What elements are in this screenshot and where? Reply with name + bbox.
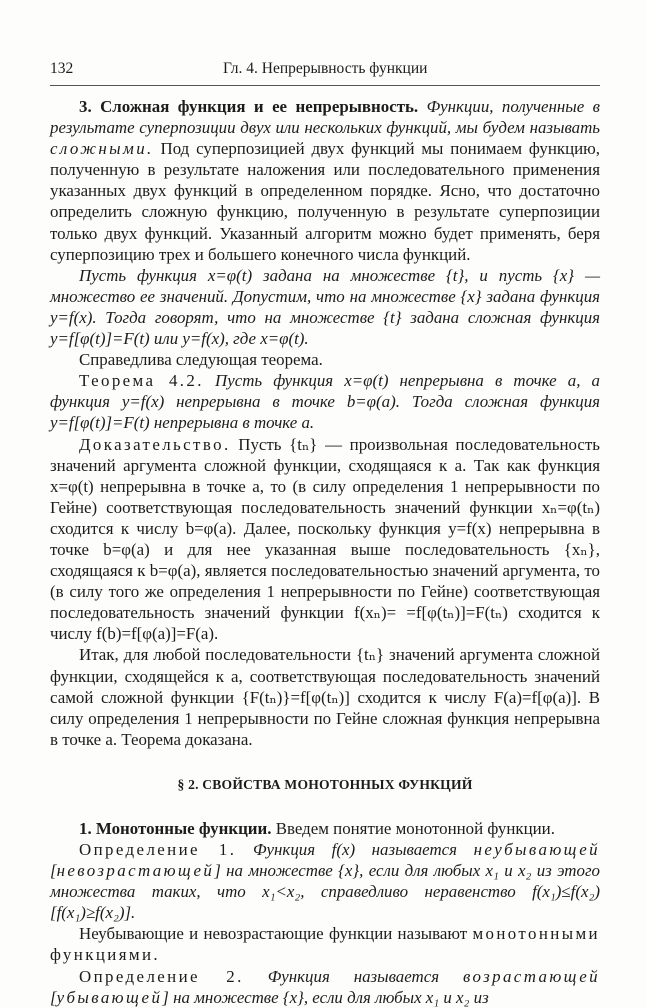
definition-text: Функция называется <box>267 966 440 986</box>
paragraph-text: Справедлива следующая теорема. <box>79 350 323 370</box>
paragraph-proof <box>50 434 600 645</box>
book-page <box>50 60 600 1008</box>
paragraph-definition <box>50 265 600 349</box>
paragraph-text: Под суперпозицией двух функций мы понимаем функцию, полученную в результате наложения или последовательного применения указанных двух функций в определенном порядке. Ясно, что достаточно определить сложную функцию, полученную в результате суперпозиции только двух функций. Указанный алгоритм можно будет применять, беря суперпозицию трех и большего конечного числа функций. <box>50 139 600 264</box>
definition-text: Функции, полученные в результате суперпозиции двух или нескольких функций, мы будем называть <box>50 97 600 138</box>
paragraph-monotone-functions <box>50 923 600 965</box>
paragraph-theorem-intro <box>50 349 600 370</box>
theorem-label: Теорема 4.2. <box>79 371 204 391</box>
paragraph-theorem <box>50 370 600 433</box>
running-head: Гл. 4. Непрерывность функции <box>223 60 428 77</box>
spaced-term: невозрастающей <box>56 861 215 881</box>
paragraph-text: Пусть функция x=φ(t) задана на множестве {t}, и пусть {x} — множество ее значений. Допустим, что на множестве {x} задана функция y=f(x). Тогда говорят, что на множестве {t} задана сложная функция y=f[φ(t)]=F(t) или y=f(x), где x=φ(t). <box>50 265 600 349</box>
bracket: ] <box>214 861 221 881</box>
subsection-title: 1. Монотонные функции. <box>79 818 272 838</box>
definition-label: Определение 2. <box>79 966 244 986</box>
definition-text: на множестве {x}, если для любых x₁ и x₂ из этого множества таких, что x₁<x₂, справедливо неравенство f(x₁)≤f(x₂) [f(x₁)≥f(x₂)]. <box>50 861 600 923</box>
paragraph-monotone-intro <box>50 818 600 839</box>
page-number: 132 <box>50 60 74 77</box>
proof-label: Доказательство. <box>79 434 231 454</box>
bracket: ] <box>162 987 169 1007</box>
paragraph-conclusion <box>50 644 600 749</box>
page-header <box>50 60 600 86</box>
spaced-term: неубывающей <box>473 840 600 859</box>
paragraph-text: Введем понятие монотонной функции. <box>275 818 555 838</box>
spaced-term: сложными. <box>50 139 154 159</box>
spaced-term: возрастающей <box>463 966 600 986</box>
spaced-term: убывающей <box>56 987 163 1007</box>
paragraph-definition-1 <box>50 839 600 923</box>
definition-text: на множестве {x}, если для любых x₁ и x₂ из <box>173 987 489 1007</box>
page-body <box>50 96 600 1008</box>
bracket: [ <box>50 861 57 881</box>
section-heading: § 2. СВОЙСТВА МОНОТОННЫХ ФУНКЦИЙ <box>177 776 473 792</box>
theorem-statement: Пусть функция x=φ(t) непрерывна в точке a, а функция y=f(x) непрерывна в точке b=φ(a). Тогда сложная функция y=f[φ(t)]=F(t) непрерывна в точке a. <box>50 371 600 433</box>
proof-text: Пусть {tₙ} — произвольная последовательность значений аргумента сложной функции, сходящаяся к a. Так как функция x=φ(t) непрерывна в точке a, то (в силу определения 1 непрерывности по Гейне) соответствующая последовательность значений функции xₙ=φ(tₙ) сходится к числу b=φ(a). Далее, поскольку функция y=f(x) непрерывна в точке b=φ(a) и для нее указанная выше последовательность {xₙ}, сходящаяся к b=φ(a), является последовательностью значений аргумента, то (в силу того же определения 1 непрерывности по Гейне) соответствующая последовательность значений функции f(xₙ)= =f[φ(tₙ)]=F(tₙ) сходится к числу f(b)=f[φ(a)]=F(a). <box>50 434 600 644</box>
definition-label: Определение 1. <box>79 840 237 859</box>
paragraph-text: Итак, для любой последовательности {tₙ} значений аргумента сложной функции, сходящейся к a, соответствующая последовательность значений самой сложной функции {F(tₙ)}=f[φ(tₙ)] сходится к числу F(a)=f[φ(a)]. В силу определения 1 непрерывности по Гейне сложная функция непрерывна в точке a. Теорема доказана. <box>50 645 600 749</box>
paragraph-text: Неубывающие и невозрастающие функции называют <box>79 924 468 944</box>
subsection-title: 3. Сложная функция и ее непрерывность. <box>79 97 419 116</box>
bracket: [ <box>50 987 57 1007</box>
spaced-term: монотонными функциями. <box>50 924 600 965</box>
definition-text: Функция f(x) называется <box>252 840 457 859</box>
paragraph-composite-function <box>50 96 600 265</box>
paragraph-definition-2 <box>50 966 600 1008</box>
